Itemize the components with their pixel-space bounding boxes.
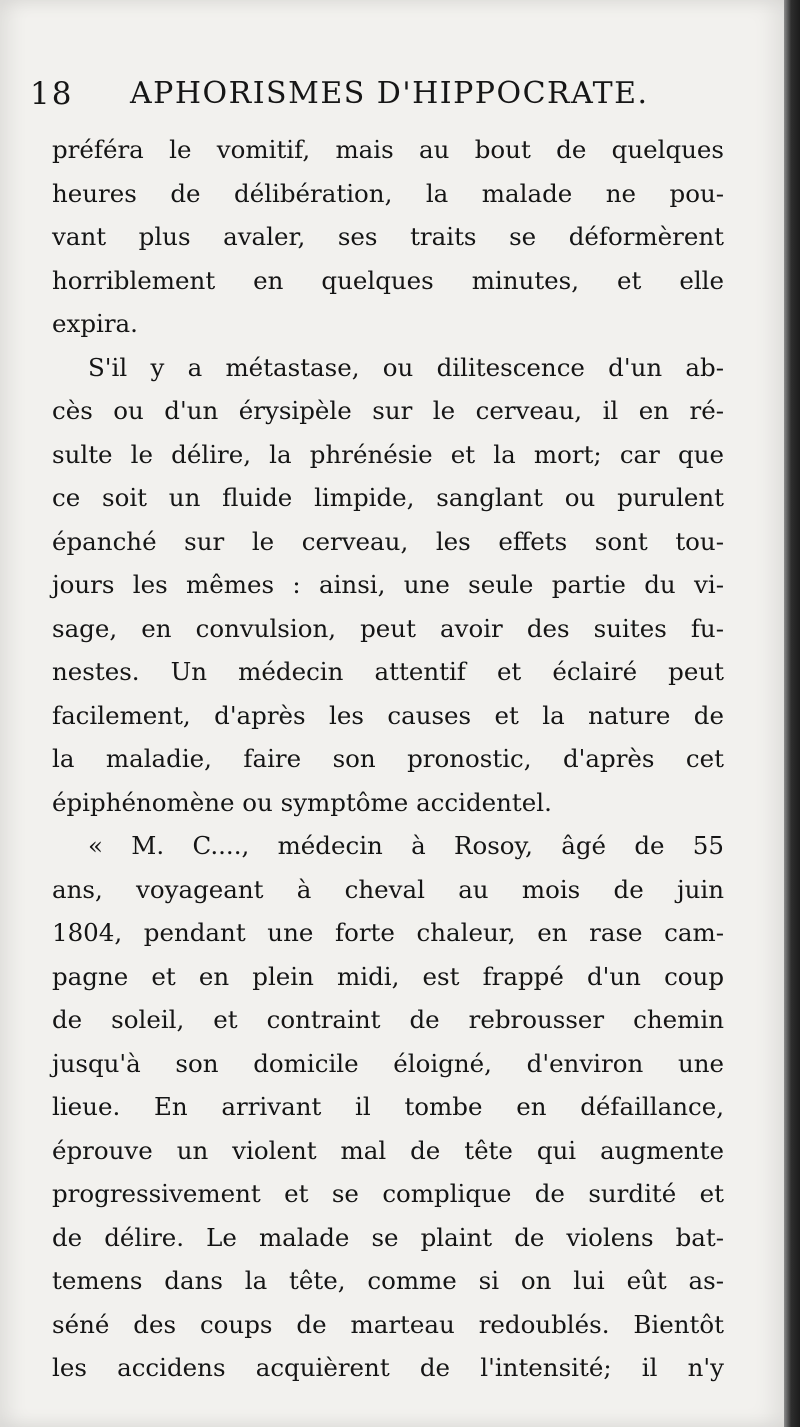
page-edge-shadow [784,0,800,1427]
text-line: ce soit un fluide limpide, sanglant ou purulent [52,483,724,512]
text-line: expira. [52,309,138,338]
text-line: jours les mêmes : ainsi, une seule partie du vi- [52,570,724,599]
text-line: ans, voyageant à cheval au mois de juin [52,874,724,904]
running-head: APHORISMES D'HIPPOCRATE. [130,76,649,111]
text-line: épanché sur le cerveau, les effets sont tou- [52,526,724,556]
text-line: éprouve un violent mal de tête qui augmente [52,1135,724,1165]
text-line: épiphénomène ou symptôme accidentel. [52,787,552,817]
text-line: S'il y a métastase, ou dilitescence d'un ab- [88,352,724,382]
text-line: « M. C...., médecin à Rosoy, âgé de 55 [88,831,724,860]
text-line: cès ou d'un érysipèle sur le cerveau, il en ré- [52,396,724,425]
text-line: de délire. Le malade se plaint de violens bat- [52,1222,724,1252]
text-line: la maladie, faire son pronostic, d'après cet [52,744,724,773]
text-line: horriblement en quelques minutes, et elle [52,265,724,295]
body-text [52,128,724,1390]
text-line: sage, en convulsion, peut avoir des suites fu- [52,613,724,643]
text-line: pagne et en plein midi, est frappé d'un coup [52,961,724,991]
page-header [30,64,710,124]
text-line: de soleil, et contraint de rebrousser chemin [52,1005,724,1034]
text-line: les accidens acquièrent de l'intensité; il n'y [52,1353,724,1382]
text-line: séné des coups de marteau redoublés. Bientôt [52,1309,724,1339]
text-line: progressivement et se complique de surdité et [52,1179,724,1208]
text-line: facilement, d'après les causes et la nature de [52,700,724,730]
text-line: heures de délibération, la malade ne pou- [52,178,724,208]
text-line: sulte le délire, la phrénésie et la mort; car que [52,439,724,469]
text-line: lieue. En arrivant il tombe en défaillance, [52,1092,724,1121]
text-line: préféra le vomitif, mais au bout de quelques [52,135,724,164]
text-line: jusqu'à son domicile éloigné, d'environ une [52,1048,724,1078]
text-line: temens dans la tête, comme si on lui eût as- [52,1266,724,1295]
text-line: vant plus avaler, ses traits se déformèrent [52,222,724,251]
text-line: nestes. Un médecin attentif et éclairé peut [52,657,724,686]
text-line: 1804, pendant une forte chaleur, en rase cam- [52,918,724,947]
page-number: 18 [30,76,74,112]
